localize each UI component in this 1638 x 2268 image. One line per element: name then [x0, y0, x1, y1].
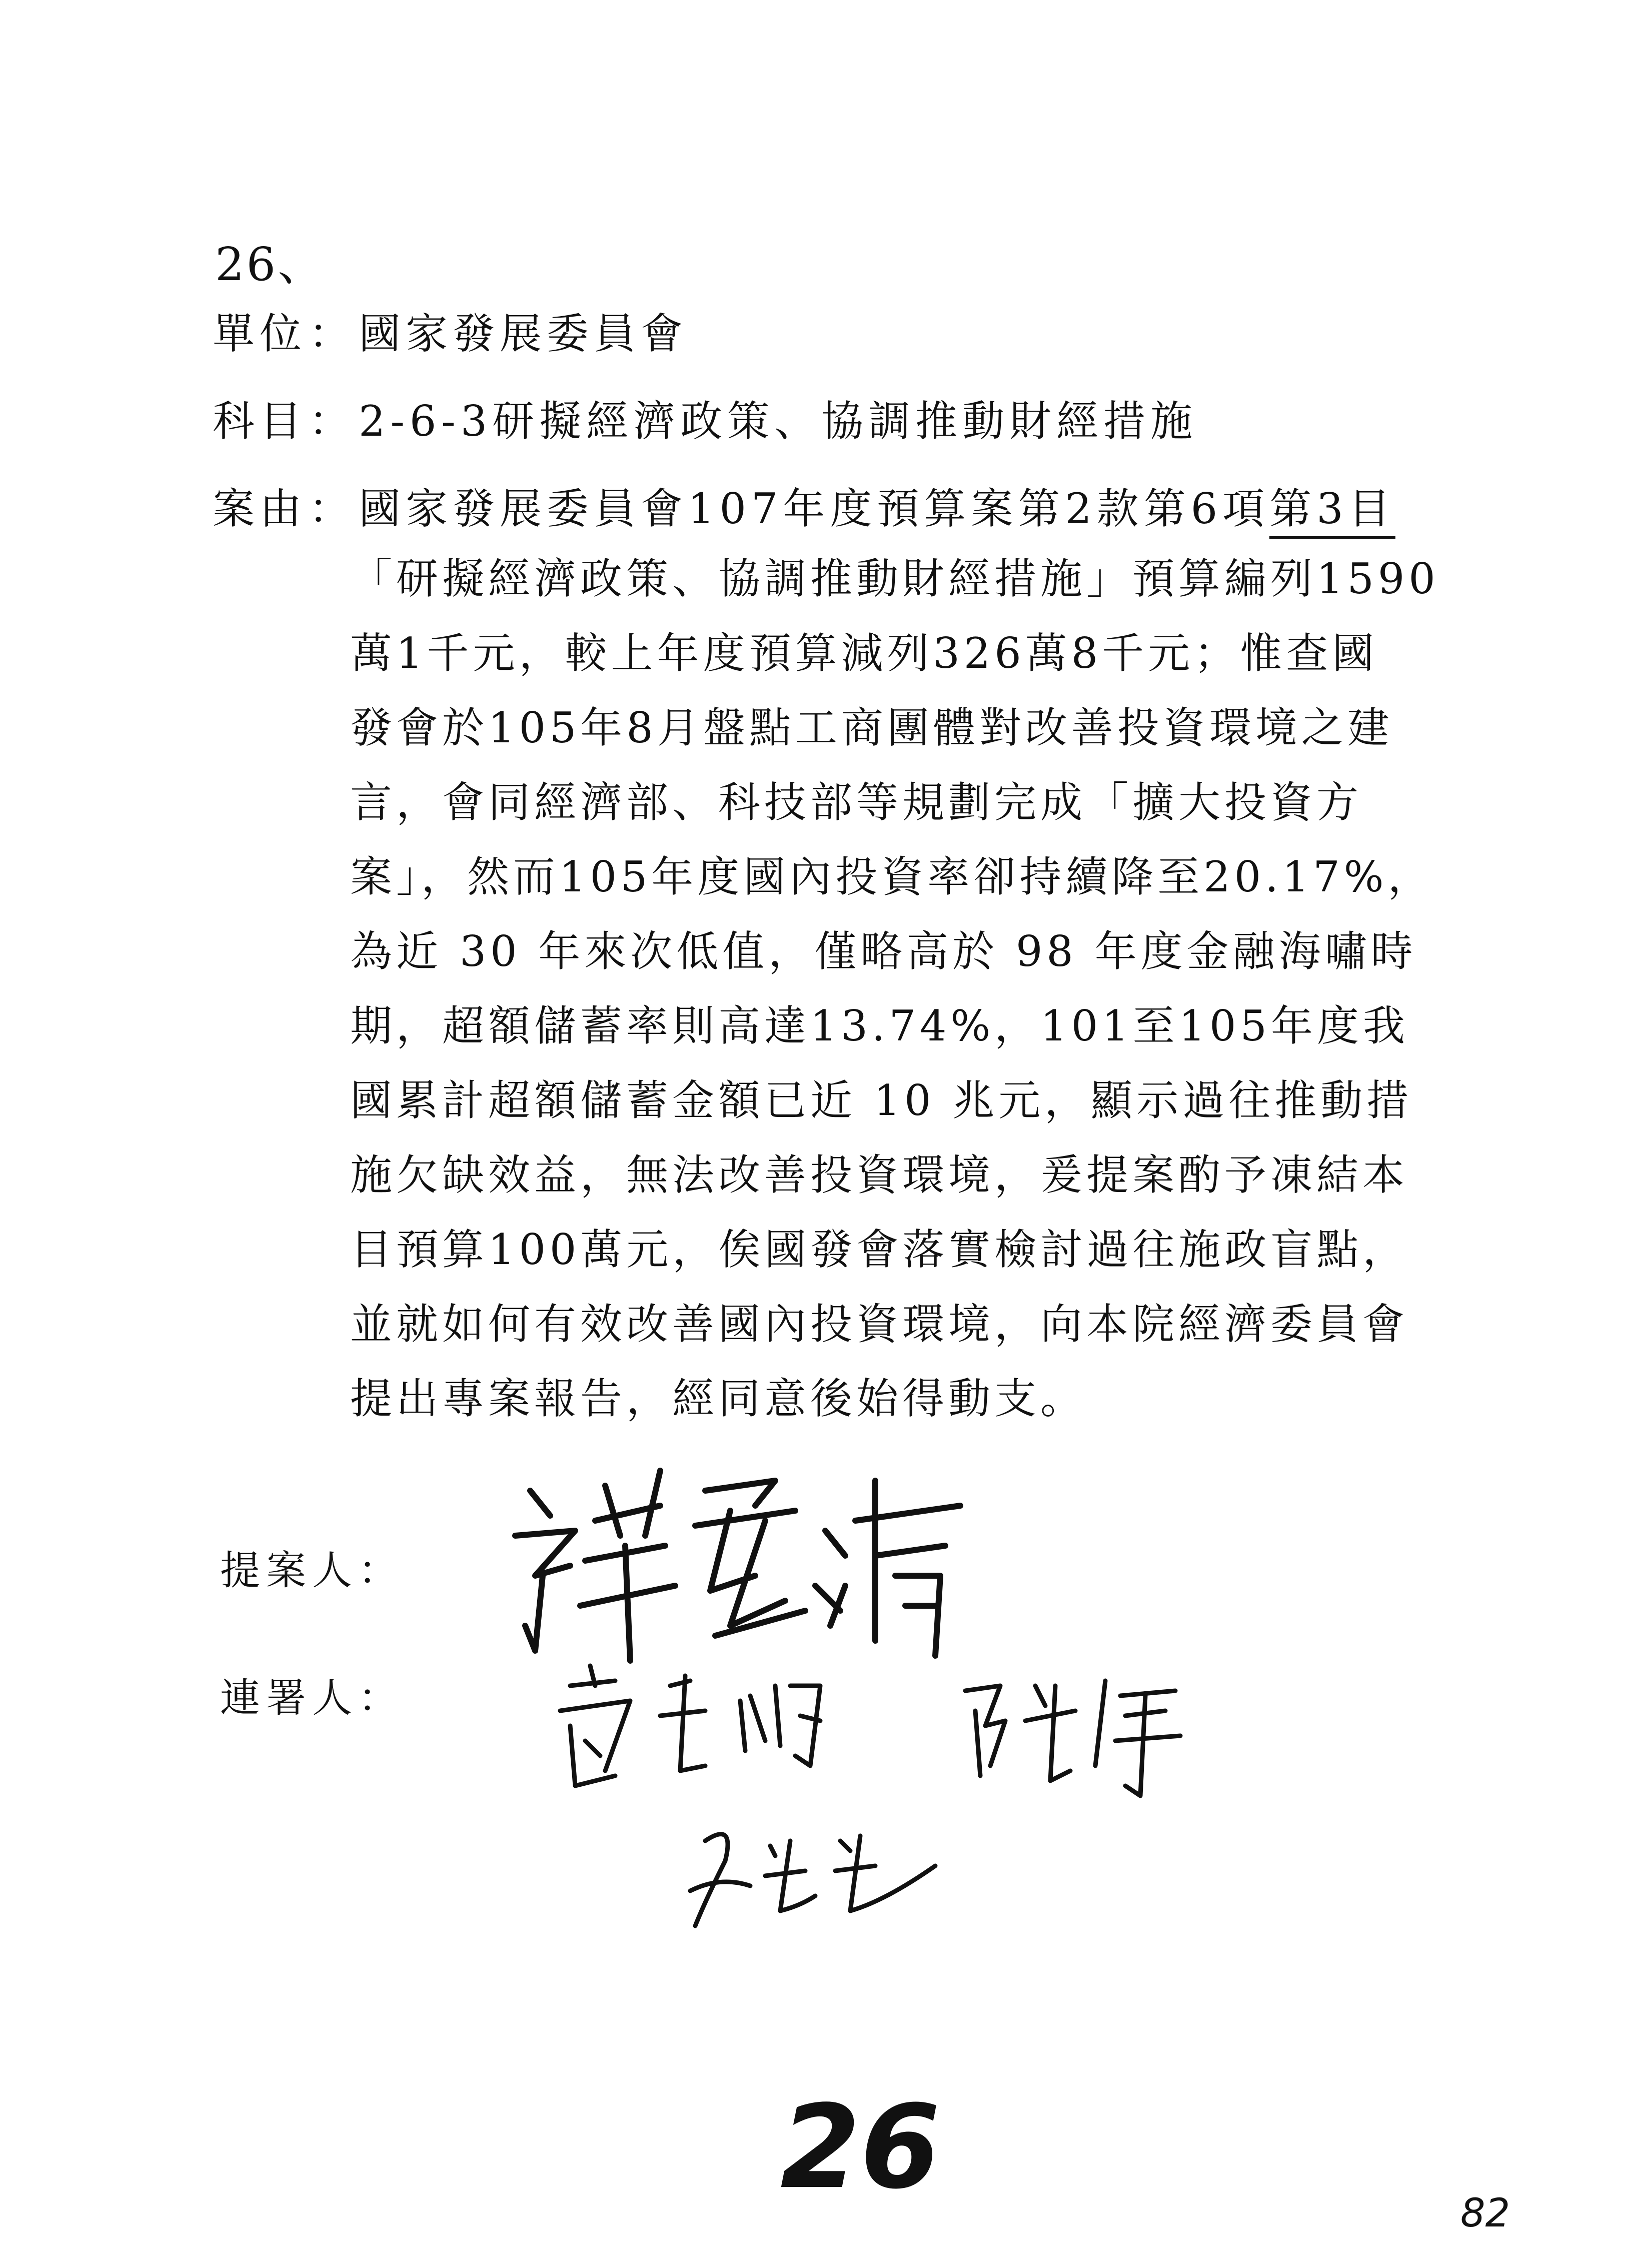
subject-label: 科目: [213, 397, 307, 446]
cosigner-label: 連署人：: [220, 1675, 404, 1721]
handwritten-number: 26: [780, 2081, 941, 2214]
cosigner-signature-3: [675, 1811, 955, 1941]
unit-row: [213, 309, 688, 358]
reason-line: 「研擬經濟政策、協調推動財經措施」預算編列1590: [350, 554, 1439, 603]
subject-colon: ：: [309, 397, 356, 446]
item-number: 26、: [215, 238, 326, 291]
reason-line: 案」，然而105年度國內投資率卻持續降至20.17%，: [350, 852, 1434, 901]
reason-line: 言，會同經濟部、科技部等規劃完成「擴大投資方: [350, 778, 1363, 827]
unit-value: 國家發展委員會: [359, 309, 688, 358]
proposer-signature: [495, 1461, 985, 1671]
unit-colon: ：: [309, 309, 356, 358]
reason-line: 為近 30 年來次低值，僅略高於 98 年度金融海嘯時: [350, 927, 1417, 976]
reason-line: 國累計超額儲蓄金額已近 10 兆元，顯示過往推動措: [350, 1076, 1413, 1125]
unit-label: 單位: [213, 309, 307, 358]
subject-value: 2-6-3研擬經濟政策、協調推動財經措施: [359, 397, 1198, 446]
reason-line-1-underlined: 第3目: [1269, 484, 1395, 539]
reason-line: 提出專案報告，經同意後始得動支。: [350, 1374, 1087, 1423]
reason-line: 期，超額儲蓄率則高達13.74%，101至105年度我: [350, 1001, 1409, 1050]
reason-line-1: 國家發展委員會107年度預算案第2款第6項: [359, 484, 1270, 533]
reason-line: 發會於105年8月盤點工商團體對改善投資環境之建: [350, 703, 1393, 752]
subject-row: [213, 397, 1198, 446]
reason-line: 並就如何有效改善國內投資環境，向本院經濟委員會: [350, 1300, 1409, 1349]
reason-line: 萬1千元，較上年度預算減列326萬8千元；惟查國: [350, 629, 1378, 678]
page-number: 82: [1460, 2191, 1510, 2236]
reason-label: 案由: [213, 484, 307, 533]
reason-colon: ：: [309, 484, 356, 533]
cosigner-signature-1: [540, 1656, 850, 1816]
cosigner-signature-2: [945, 1666, 1195, 1806]
reason-row: [213, 484, 1395, 533]
reason-paragraph: [350, 554, 1439, 1452]
reason-line: 施欠缺效益，無法改善投資環境，爰提案酌予凍結本: [350, 1151, 1409, 1200]
proposer-label: 提案人：: [220, 1547, 404, 1594]
reason-line: 目預算100萬元，俟國發會落實檢討過往施政盲點，: [350, 1225, 1409, 1274]
